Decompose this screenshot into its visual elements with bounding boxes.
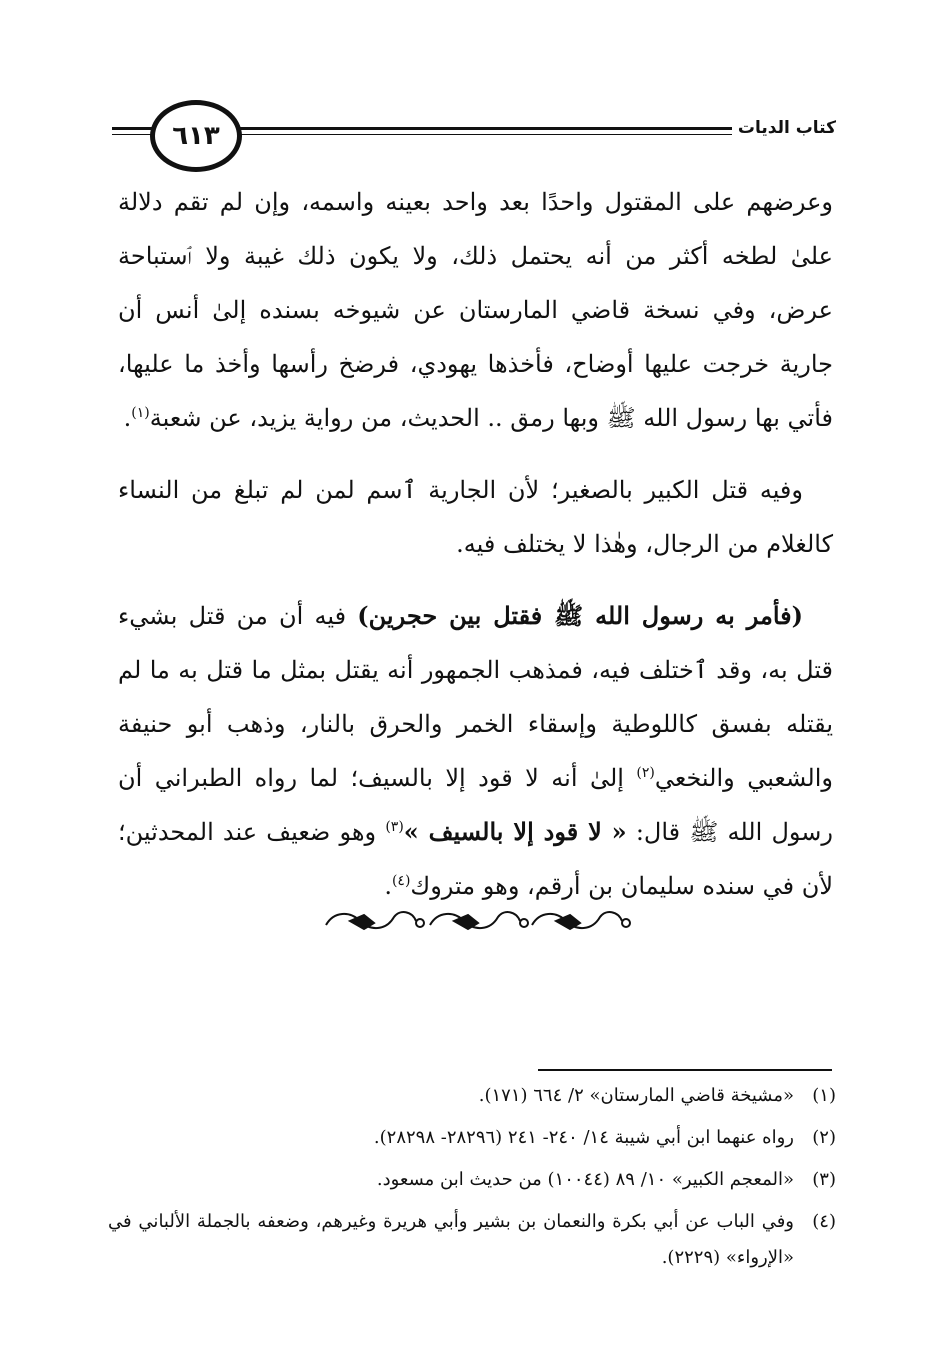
page-header: [0, 0, 940, 170]
footnote-number: (٢): [812, 1127, 836, 1148]
section-end-ornament: [320, 905, 632, 937]
hadith-quote: (فأمر به رسول الله ﷺ فقتل بين حجرين): [357, 601, 803, 630]
paragraph-1: وعرضهم على المقتول واحدًا بعد واحد بعينه واسمه، وإن لم تقم دلالة علىٰ لطخه أكثر من أنه يحتمل ذلك، ولا يكون ذلك غيبة ولا ٱستباحة عرض، وفي نسخة قاضي المارستان عن شيوخه بسنده إلىٰ أنس أن جارية خرجت عليها أوضاح، فأخذها يهودي، فرضخ رأسها وأخذ ما عليها، فأتي بها رسول الله ﷺ وبها رمق .. الحديث، من رواية يزيد، عن شعبة$^{(١)}$.: [118, 188, 833, 432]
page-number: ٦١٣: [172, 121, 220, 151]
footnote-item: [108, 1204, 836, 1276]
footnote-text: رواه عنهما ابن أبي شيبة ١٤/ ٢٤٠- ٢٤١ (٢٨٢٩٦- ٢٨٢٩٨).: [373, 1127, 794, 1148]
footnote-text: «مشيخة قاضي المارستان» ٢/ ٦٦٤ (١٧١).: [478, 1085, 794, 1106]
footnote-item: [108, 1162, 836, 1198]
paragraph-3: (فأمر به رسول الله ﷺ فقتل بين حجرين) فيه أن من قتل بشيء قتل به، وقد ٱختلف فيه، فمذهب الجمهور أنه يقتل بمثل ما قتل به ما لم يقتله بفسق كاللوطية وإسقاء الخمر والحرق بالنار، وذهب أبو حنيفة والشعبي والنخعي$^{(٢)}$ إلىٰ أنه لا قود إلا بالسيف؛ لما رواه الطبراني أن رسول الله ﷺ قال: « لا قود إلا بالسيف »$^{(٣)}$ وهو ضعيف عند المحدثين؛ لأن في سنده سليمان بن أرقم، وهو متروك$^{(٤)}$.: [118, 601, 833, 900]
footnote-separator: [538, 1069, 832, 1071]
main-text: [118, 175, 833, 913]
footnotes: [108, 1078, 836, 1282]
header-rule-left-thin: [112, 134, 152, 135]
running-title: كتاب الديات: [732, 118, 842, 138]
footnote-item: [108, 1078, 836, 1114]
footnote-ref-3: (٣): [385, 819, 404, 835]
page-number-badge: [150, 100, 242, 172]
footnote-text: «المعجم الكبير» ١٠/ ٨٩ (١٠٠٤٤) من حديث ابن مسعود.: [376, 1169, 794, 1190]
footnote-item: [108, 1120, 836, 1156]
paragraph-2: وفيه قتل الكبير بالصغير؛ لأن الجارية ٱسم لمن لم تبلغ من النساء كالغلام من الرجال، وهٰذا لا يختلف فيه.: [118, 476, 833, 558]
hadith-quote-2: « لا قود إلا بالسيف »: [403, 817, 627, 846]
footnote-ref-1: (١): [131, 405, 150, 421]
footnote-number: (١): [812, 1085, 836, 1106]
header-rule-left: [112, 127, 152, 130]
footnote-number: (٤): [812, 1211, 836, 1232]
footnote-ref-4: (٤): [391, 873, 411, 889]
footnote-number: (٣): [812, 1169, 836, 1190]
footnote-text: وفي الباب عن أبي بكرة والنعمان بن بشير وأبي هريرة وغيرهم، وضعفه بالجملة الألباني في «الإرواء» (٢٢٢٩).: [108, 1211, 794, 1268]
footnote-ref-2: (٢): [636, 765, 655, 781]
